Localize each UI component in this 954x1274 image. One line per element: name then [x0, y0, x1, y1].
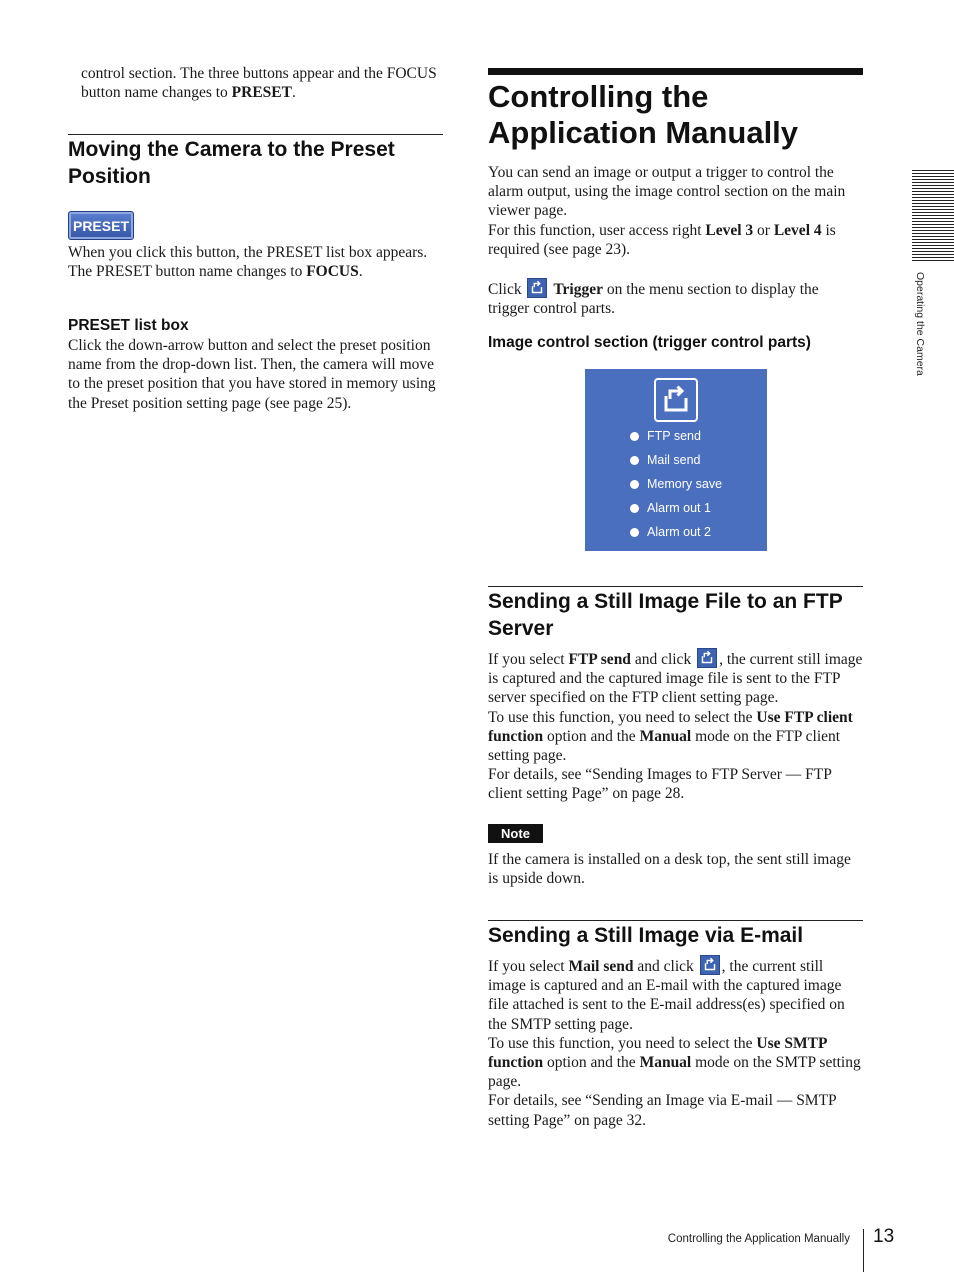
preset-list-box-title: PRESET list box	[68, 317, 189, 334]
footer-divider	[863, 1229, 864, 1272]
radio-alarm-out-2[interactable]: Alarm out 2	[630, 525, 711, 539]
radio-dot-icon	[630, 504, 639, 513]
image-control-title: Image control section (trigger control parts)	[488, 334, 811, 351]
trigger-send-icon[interactable]	[654, 378, 698, 422]
preset-list-box-body: Click the down-arrow button and select the preset position name from the drop-down list. Then, the camera will move to the preset position that you have stored in memory using the Preset position setting page (see page 25).	[68, 337, 436, 412]
page-title: Controlling the Application Manually	[488, 79, 799, 150]
radio-ftp-send[interactable]: FTP send	[630, 429, 701, 443]
ftp-section-title: Sending a Still Image File to an FTP Server	[488, 590, 843, 640]
title-bar	[488, 68, 863, 75]
preset-button[interactable]: PRESET	[68, 211, 134, 240]
side-tab-stripes	[912, 170, 954, 261]
preset-description: When you click this button, the PRESET list box appears. The PRESET button name changes to FOCUS.	[68, 244, 428, 281]
radio-dot-icon	[630, 432, 639, 441]
trigger-control-panel	[585, 369, 767, 551]
side-tab-label: Operating the Camera	[914, 272, 926, 376]
radio-dot-icon	[630, 456, 639, 465]
note-label: Note	[488, 824, 543, 843]
note-body: If the camera is installed on a desk top, the sent still image is upside down.	[488, 851, 851, 888]
controls-intro: You can send an image or output a trigger to control the alarm output, using the image control section on the main viewer page. For this function, user access right Level 3 or Level 4 is required (see page 23). Click Trigger on the menu section to display the trigger control parts.	[488, 164, 846, 318]
radio-dot-icon	[630, 528, 639, 537]
section-rule	[68, 134, 443, 135]
trigger-icon	[527, 278, 547, 298]
trigger-icon	[697, 648, 717, 668]
ftp-section-body: If you select FTP send and click , the current still image is captured and the captured image file is sent to the FTP server specified on the FTP client setting page. To use this function, you need to select the Use FTP client function option and the Manual mode on the FTP client setting page. For details, see “Sending Images to FTP Server — FTP client setting Page” on page 28.	[488, 648, 863, 804]
radio-mail-send[interactable]: Mail send	[630, 453, 701, 467]
section-rule	[488, 920, 863, 921]
trigger-icon	[700, 955, 720, 975]
mail-section-body: If you select Mail send and click , the current still image is captured and an E-mail with the captured image file attached is sent to the E-mail address(es) specified on the SMTP setting page. To use this function, you need to select the Use SMTP function option and the Manual mode on the SMTP setting page. For details, see “Sending an Image via E-mail — SMTP setting Page” on page 32.	[488, 955, 863, 1130]
section-rule	[488, 586, 863, 587]
intro-paragraph: control section. The three buttons appear and the FOCUS button name changes to PRESET.	[81, 65, 437, 102]
radio-memory-save[interactable]: Memory save	[630, 477, 722, 491]
footer-section-name: Controlling the Application Manually	[667, 1233, 850, 1245]
radio-alarm-out-1[interactable]: Alarm out 1	[630, 501, 711, 515]
page-number: 13	[873, 1226, 895, 1247]
radio-dot-icon	[630, 480, 639, 489]
mail-section-title: Sending a Still Image via E-mail	[488, 924, 804, 947]
preset-section-title: Moving the Camera to the Preset Position	[68, 138, 395, 188]
